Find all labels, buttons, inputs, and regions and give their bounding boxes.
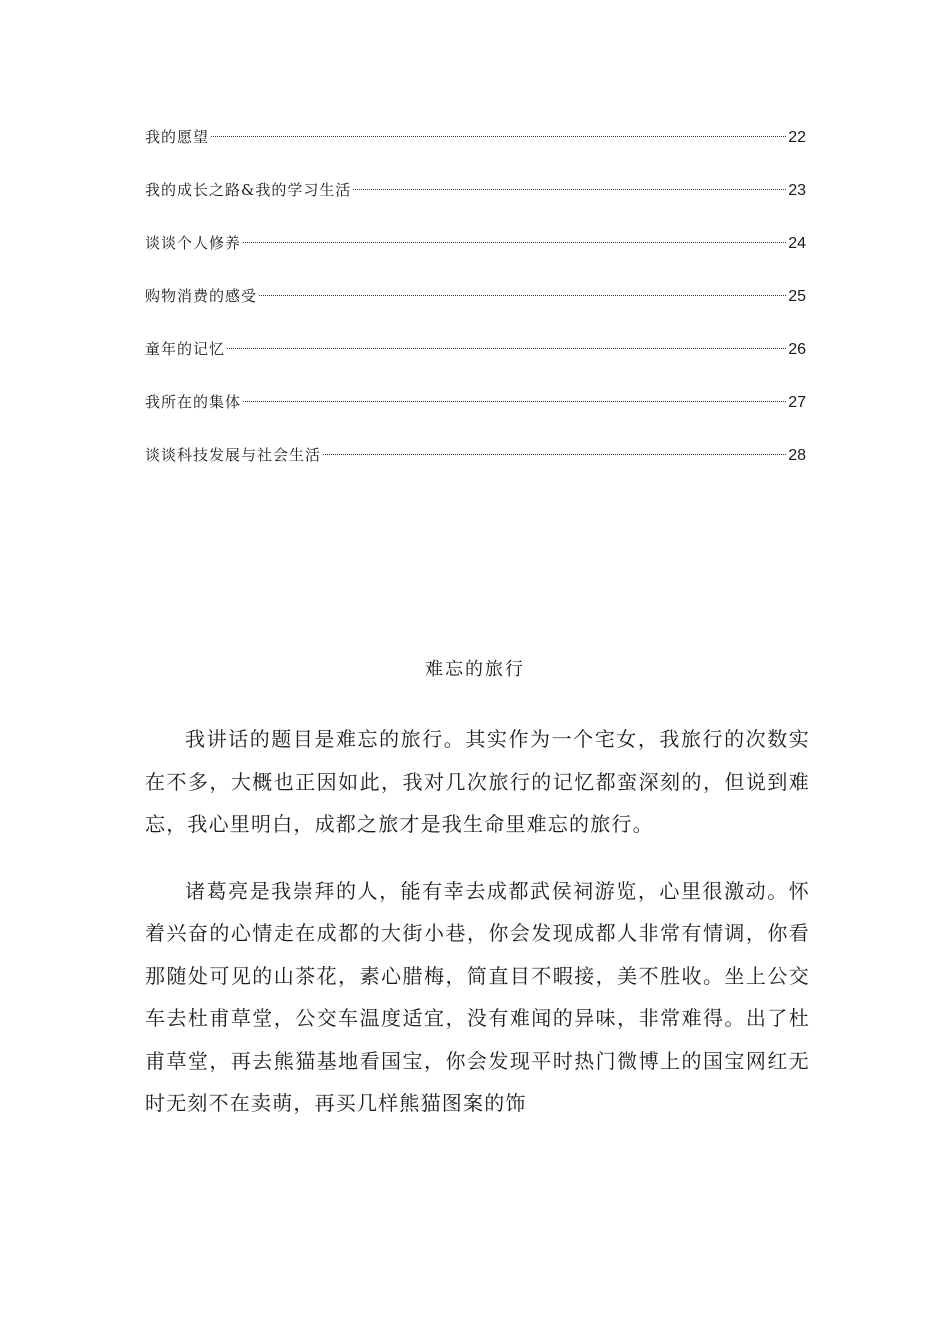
toc-entry-page: 24 [788, 235, 806, 252]
toc-dot-leader [243, 401, 786, 402]
toc-dot-leader [227, 348, 786, 349]
toc-entry[interactable] [145, 336, 806, 389]
toc-entry-title: 谈谈个人修养 [145, 234, 242, 252]
table-of-contents [145, 124, 806, 495]
toc-entry[interactable] [145, 283, 806, 336]
toc-dot-leader [323, 454, 786, 455]
toc-entry-title: 我的愿望 [145, 128, 210, 146]
toc-entry-title: 童年的记忆 [145, 340, 226, 358]
toc-entry-title: 我的成长之路&我的学习生活 [145, 181, 352, 199]
essay-title: 难忘的旅行 [425, 659, 525, 680]
toc-entry-title: 购物消费的感受 [145, 287, 258, 305]
toc-entry[interactable] [145, 177, 806, 230]
toc-entry-page: 26 [788, 341, 806, 358]
toc-dot-leader [353, 189, 786, 190]
toc-dot-leader [243, 242, 786, 243]
toc-entry-page: 23 [788, 182, 806, 199]
toc-entry[interactable] [145, 124, 806, 177]
essay-paragraph: 我讲话的题目是难忘的旅行。其实作为一个宅女，我旅行的次数实在不多，大概也正因如此，我对几次旅行的记忆都蛮深刻的，但说到难忘，我心里明白，成都之旅才是我生命里难忘的旅行。 [145, 727, 810, 836]
toc-entry-title: 谈谈科技发展与社会生活 [145, 446, 322, 464]
toc-entry[interactable] [145, 389, 806, 442]
toc-entry-page: 28 [788, 447, 806, 464]
toc-entry-page: 25 [788, 288, 806, 305]
toc-dot-leader [259, 295, 786, 296]
toc-entry-page: 27 [788, 394, 806, 411]
toc-entry[interactable] [145, 442, 806, 495]
toc-entry[interactable] [145, 230, 806, 283]
essay-body [145, 718, 810, 1149]
toc-entry-page: 22 [788, 129, 806, 146]
toc-entry-title: 我所在的集体 [145, 393, 242, 411]
toc-dot-leader [211, 136, 786, 137]
essay-paragraph: 诸葛亮是我崇拜的人，能有幸去成都武侯祠游览，心里很激动。怀着兴奋的心情走在成都的大街小巷，你会发现成都人非常有情调，你看那随处可见的山茶花，素心腊梅，简直目不暇接，美不胜收。坐上公交车去杜甫草堂，公交车温度适宜，没有难闻的异味，非常难得。出了杜甫草堂，再去熊猫基地看国宝，你会发现平时热门微博上的国宝网红无时无刻不在卖萌，再买几样熊猫图案的饰 [145, 878, 810, 1115]
